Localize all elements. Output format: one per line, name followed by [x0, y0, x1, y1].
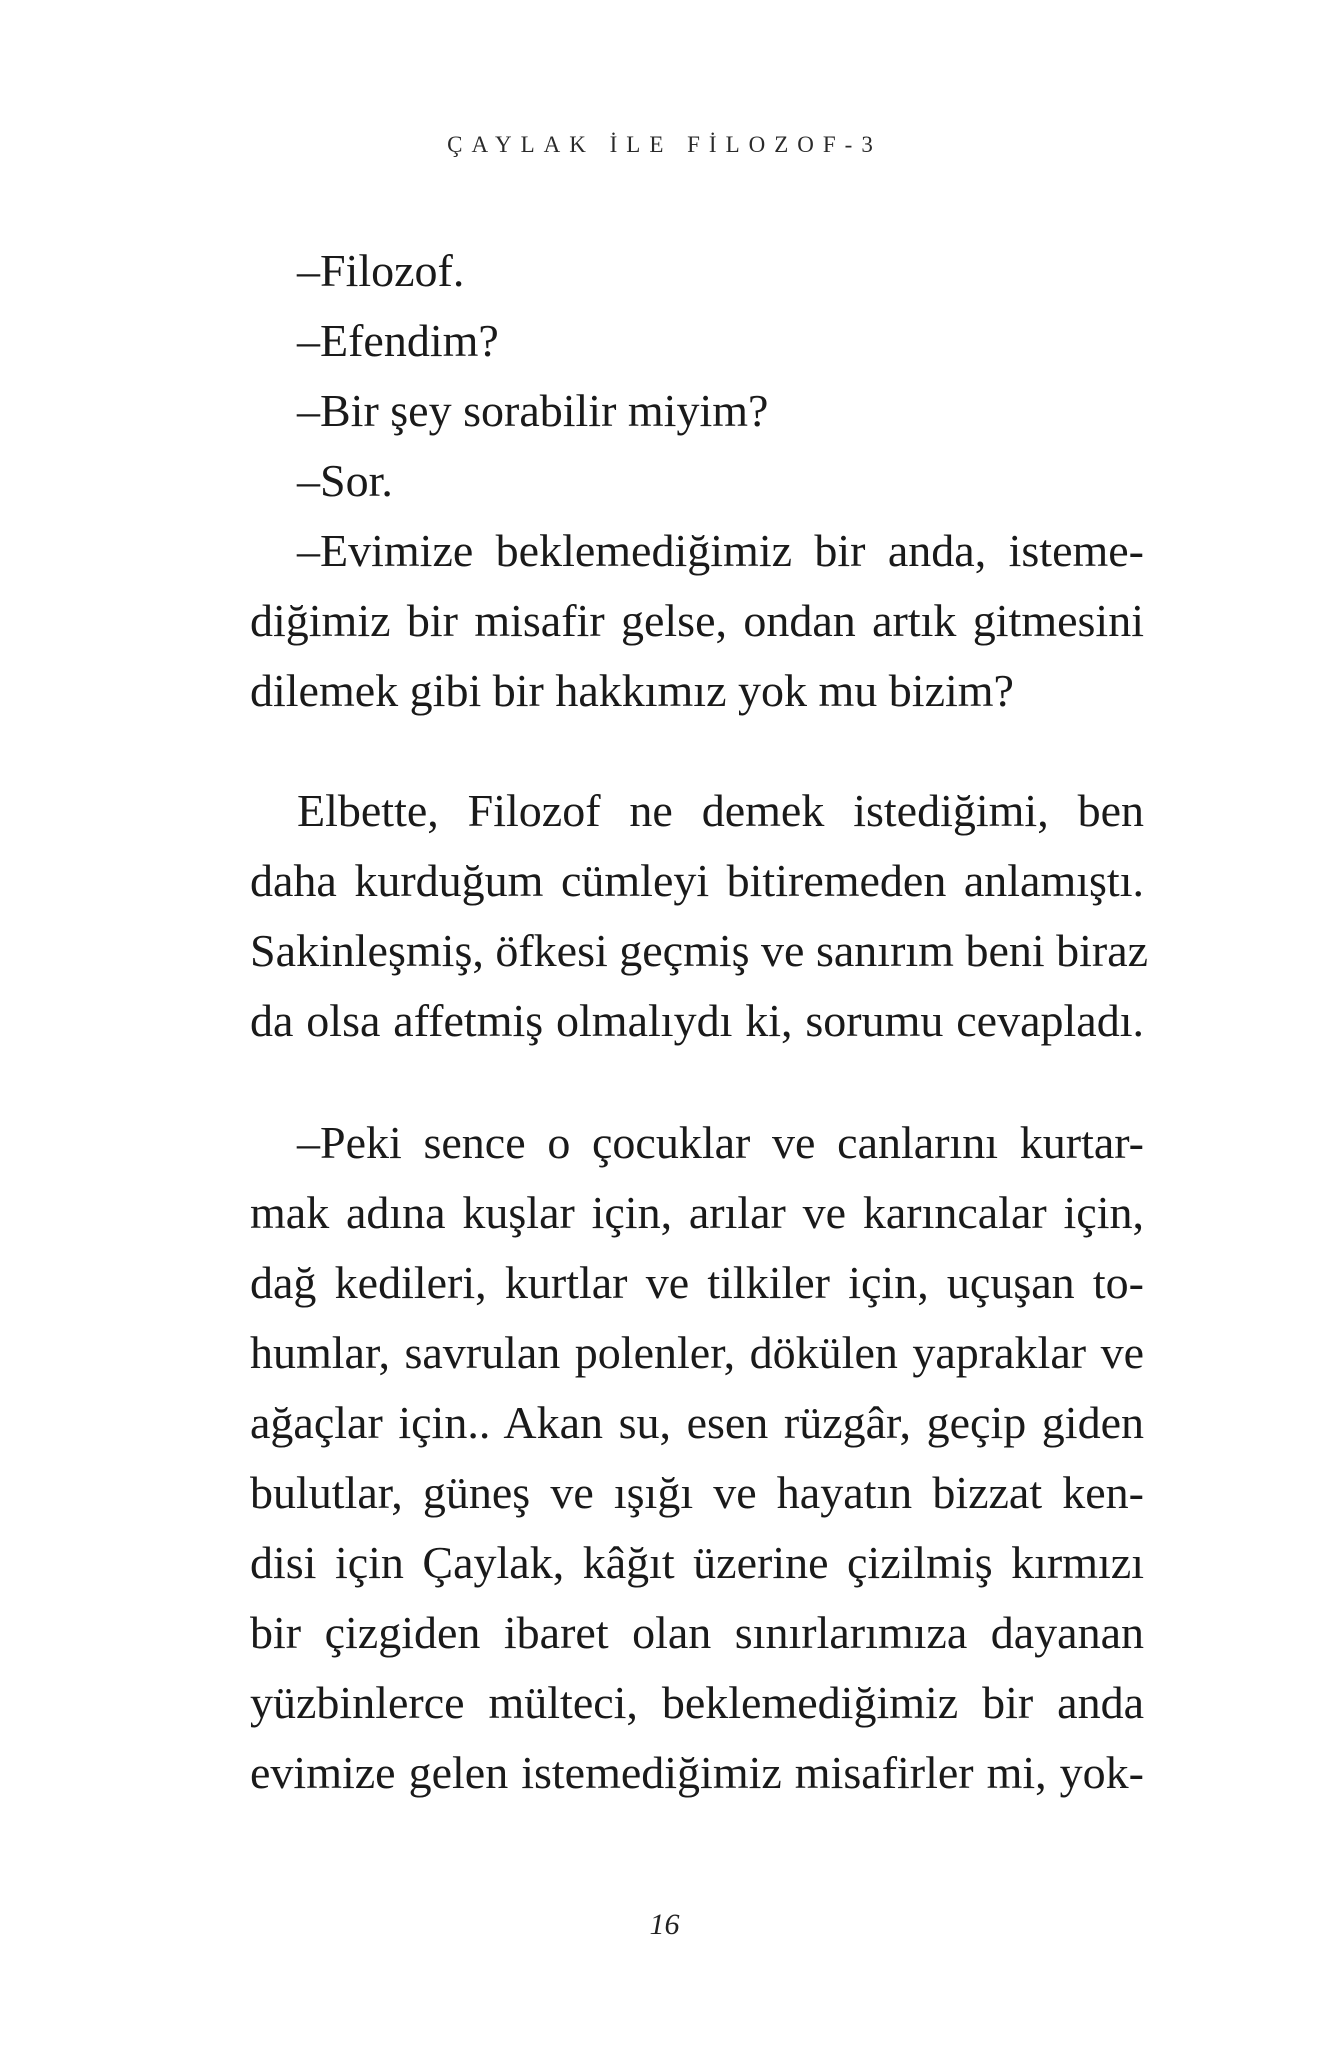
body-line: –Bir şey sorabilir miyim? — [297, 385, 769, 436]
body-line: bir çizgiden ibaret olan sınırlarımıza dayanan — [250, 1607, 1144, 1658]
body-line: yüzbinlerce mülteci, beklemediğimiz bir anda — [250, 1677, 1144, 1728]
body-line: –Efendim? — [297, 315, 499, 366]
body-line: disi için Çaylak, kâğıt üzerine çizilmiş kırmızı — [250, 1537, 1144, 1588]
body-line: mak adına kuşlar için, arılar ve karıncalar için, — [250, 1187, 1144, 1238]
body-line: humlar, savrulan polenler, dökülen yapraklar ve — [250, 1327, 1144, 1378]
running-head: ÇAYLAK İLE FİLOZOF-3 — [447, 132, 882, 157]
body-line: daha kurduğum cümleyi bitiremeden anlamıştı. — [250, 855, 1144, 906]
body-line: Elbette, Filozof ne demek istediğimi, ben — [297, 785, 1144, 836]
body-line: Sakinleşmiş, öfkesi geçmiş ve sanırım beni biraz — [250, 925, 1149, 976]
body-line: dilemek gibi bir hakkımız yok mu bizim? — [250, 665, 1014, 716]
body-line: –Filozof. — [297, 245, 465, 296]
body-line: –Peki sence o çocuklar ve canlarını kurtar- — [297, 1117, 1144, 1168]
body-line: –Sor. — [297, 455, 393, 506]
body-line: ağaçlar için.. Akan su, esen rüzgâr, geçip giden — [250, 1397, 1144, 1448]
page-number: 16 — [649, 1908, 680, 1941]
body-line: –Evimize beklemediğimiz bir anda, isteme- — [297, 525, 1144, 576]
body-line: dağ kedileri, kurtlar ve tilkiler için, uçuşan to- — [250, 1257, 1144, 1308]
body-line: evimize gelen istemediğimiz misafirler mi, yok- — [250, 1747, 1144, 1798]
body-line: da olsa affetmiş olmalıydı ki, sorumu cevapladı. — [250, 995, 1144, 1046]
body-line: diğimiz bir misafir gelse, ondan artık gitmesini — [250, 595, 1144, 646]
body-line: bulutlar, güneş ve ışığı ve hayatın bizzat ken- — [250, 1467, 1144, 1518]
